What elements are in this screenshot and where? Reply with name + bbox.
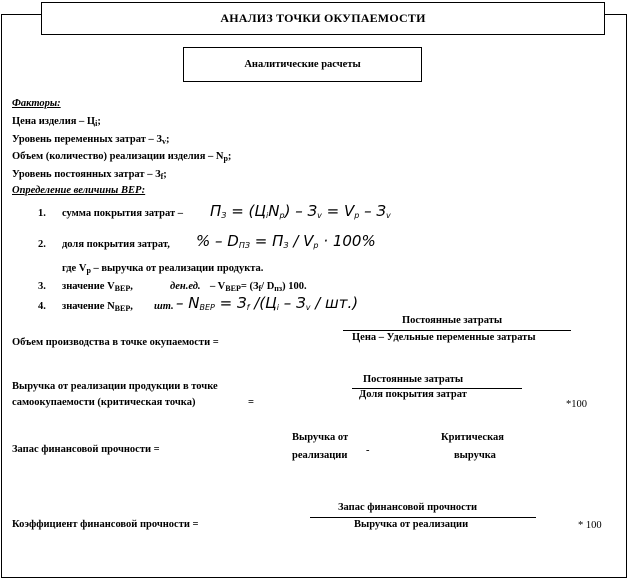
safety-margin-label: Запас финансовой прочности = bbox=[12, 444, 160, 455]
safety-margin-minus: - bbox=[366, 445, 370, 456]
production-volume-fraction-bar bbox=[343, 330, 571, 331]
step-4-label: значение NBEP, bbox=[62, 301, 133, 313]
page-title: АНАЛИЗ ТОЧКИ ОКУПАЕМОСТИ bbox=[41, 2, 605, 35]
production-volume-label: Объем производства в точке окупаемости = bbox=[12, 337, 219, 348]
safety-ratio-fraction-bar bbox=[310, 517, 536, 518]
safety-margin-revenue-1: Выручка от bbox=[292, 432, 349, 443]
production-volume-denominator: Цена – Удельные переменные затраты bbox=[352, 332, 536, 343]
safety-ratio-multiplier: * 100 bbox=[578, 520, 602, 531]
bep-heading: Определение величины ВЕР: bbox=[12, 185, 146, 196]
step-4-formula: – NBEP = Зf /(Цi – Зv / шт.) bbox=[176, 294, 359, 312]
breakeven-revenue-numerator: Постоянные затраты bbox=[363, 374, 464, 385]
factors-heading: Факторы: bbox=[12, 98, 61, 109]
safety-ratio-denominator: Выручка от реализации bbox=[354, 519, 469, 530]
safety-ratio-label: Коэффициент финансовой прочности = bbox=[12, 519, 199, 530]
step-2-number: 2. bbox=[38, 239, 46, 250]
step-2-label: доля покрытия затрат, bbox=[62, 239, 170, 250]
breakeven-revenue-equals: = bbox=[248, 397, 254, 408]
safety-margin-revenue-2: реализации bbox=[292, 450, 348, 461]
breakeven-revenue-label-2: самоокупаемости (критическая точка) bbox=[12, 397, 196, 408]
safety-margin-critical-2: выручка bbox=[454, 450, 496, 461]
step-3-label: значение VBEP, bbox=[62, 281, 133, 293]
factor-volume: Объем (количество) реализации изделия – Np; bbox=[12, 151, 232, 163]
section-subtitle: Аналитические расчеты bbox=[183, 47, 422, 82]
safety-ratio-numerator: Запас финансовой прочности bbox=[338, 502, 478, 513]
breakeven-revenue-multiplier: *100 bbox=[566, 399, 587, 410]
step-1-formula: ПЗ = (ЦiNp) – Зv = Vp – Зv bbox=[210, 202, 391, 220]
step-3-number: 3. bbox=[38, 281, 46, 292]
step-2-note: где Vp – выручка от реализации продукта. bbox=[62, 263, 264, 275]
breakeven-revenue-denominator: Доля покрытия затрат bbox=[359, 389, 467, 400]
factor-price: Цена изделия – Цi; bbox=[12, 116, 101, 128]
step-1-label: сумма покрытия затрат – bbox=[62, 208, 183, 219]
factor-variable-costs: Уровень переменных затрат – Зv; bbox=[12, 134, 170, 146]
factor-fixed-costs: Уровень постоянных затрат – Зf; bbox=[12, 169, 167, 181]
step-4-units: шт. bbox=[154, 301, 174, 312]
breakeven-revenue-label-1: Выручка от реализации продукции в точке bbox=[12, 381, 218, 392]
step-2-formula: % – DПЗ = ПЗ / Vp · 100% bbox=[196, 232, 376, 250]
step-4-number: 4. bbox=[38, 301, 46, 312]
safety-margin-critical-1: Критическая bbox=[441, 432, 504, 443]
step-1-number: 1. bbox=[38, 208, 46, 219]
production-volume-numerator: Постоянные затраты bbox=[402, 315, 503, 326]
step-3-units: ден.ед. bbox=[170, 281, 201, 292]
step-3-formula: – VBEP= (Зf/ Dпз) 100. bbox=[210, 281, 307, 293]
